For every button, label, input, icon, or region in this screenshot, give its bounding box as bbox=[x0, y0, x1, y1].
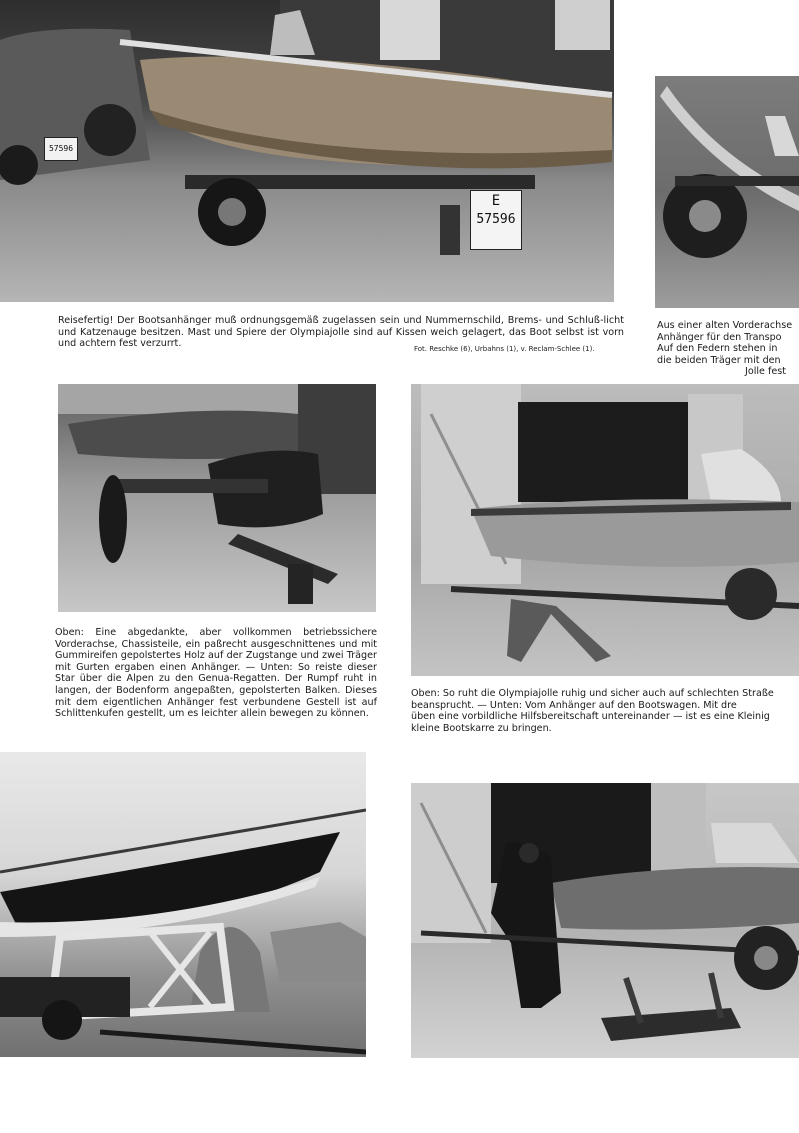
caption-top-right-line-3: Auf den Federn stehen in bbox=[657, 343, 778, 355]
caption-top-text: Reisefertig! Der Bootsanhänger muß ordnungsgemäß zugelassen sein und Nummernschild, Brems- und Schluß-licht und Katzenauge besitzen. Mast und Spiere der Olympiajolle sind auf Kissen weich gelagert, das Boot selbst ist vorn und achtern fest verzurrt. bbox=[58, 315, 624, 350]
photo-boat-to-boatcart bbox=[411, 783, 799, 1058]
caption-top-right-line-2: Anhänger für den Transpo bbox=[657, 331, 782, 343]
photo-car-trailer-olympiajolle bbox=[0, 0, 614, 302]
caption-middle-right-line-2: beansprucht. — Unten: Vom Anhänger auf den Bootswagen. Mit dre bbox=[411, 699, 737, 711]
trailer-license-plate bbox=[470, 190, 522, 250]
caption-top-right-line-5: Jolle fest bbox=[745, 366, 787, 378]
photo-olympiajolle-boathouse bbox=[411, 384, 799, 676]
caption-middle-left bbox=[55, 627, 377, 720]
caption-middle-right-line-1: Oben: So ruht die Olympiajolle ruhig und sicher auch auf schlechten Straße bbox=[411, 688, 774, 699]
caption-middle-right-line-3: üben eine vorbildliche Hilfsbereitschaft untereinander — ist es eine Kleinig bbox=[411, 711, 770, 723]
caption-middle-right bbox=[411, 688, 799, 734]
photo-credit: Fot. Reschke (6), Urbahns (1), v. Reclam-Schlee (1). bbox=[414, 345, 595, 353]
car-license-plate: 57596 bbox=[44, 137, 78, 161]
photo-star-boat-trailer bbox=[0, 752, 366, 1057]
caption-middle-right-line-4: kleine Bootskarre zu bringen. bbox=[411, 722, 552, 734]
caption-top-right-cropped bbox=[657, 320, 799, 378]
photo-improvised-trailer bbox=[58, 384, 376, 612]
trailer-plate-letter: E bbox=[491, 193, 501, 209]
photo-old-front-axle-trailer bbox=[655, 76, 799, 308]
caption-middle-left-text: Oben: Eine abgedankte, aber vollkommen betriebssichere Vorderachse, Chassisteile, ein paßrecht ausgeschnittenes und mit Gummireifen gepolstertes Holz auf der Zugstange und zwei Träger mit Gurten ergaben einen Anhänger. — Unten: So reiste dieser Star über die Alpen zu den Genua-Regatten. Der Rumpf ruht in langen, der Bodenform angepaßten, gepolsterten Balken. Dieses mit dem eigentlichen Anhänger fest verbundene Gestell ist auf Schlittenkufen gestellt, um es leichter allein bewegen zu können. bbox=[55, 627, 377, 720]
trailer-plate-number: 57596 bbox=[476, 212, 516, 227]
caption-top-right-line-4: die beiden Träger mit den bbox=[657, 354, 781, 366]
caption-top-right-line-1: Aus einer alten Vorderachse bbox=[657, 320, 793, 331]
